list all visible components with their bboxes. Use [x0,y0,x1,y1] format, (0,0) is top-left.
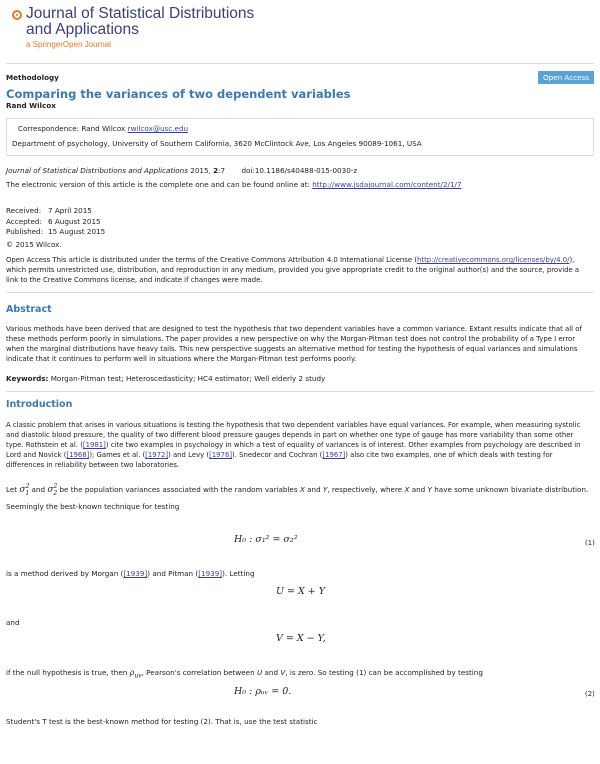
correspondence [18,124,188,135]
p2-c: have some unknown bivariate distribution. [434,485,589,494]
p1-c: ); Games et al. ( [89,451,146,459]
equation-1: H₀ : σ₁² = σ₂² [234,534,298,545]
and-line: and [6,618,20,627]
open-access-badge: Open Access [538,71,594,84]
header-divider [6,63,594,64]
intro-paragraph-6: Student's T test is the best-known method for testing (2). That is, use the test statistic [6,717,318,726]
ref-1976-link[interactable]: [1976] [209,451,233,459]
sigma1-sq: $\sigma^2_1$ [19,483,30,497]
intro-divider [6,391,594,392]
ref-1939b-link[interactable]: [1939] [198,569,223,578]
received-label: Received: [6,206,42,215]
license-pre: Open Access This article is distributed under the terms of the Creative Commons Attribution 4.0 International License ( [6,256,418,264]
equation-2: H₀ : ρᵤᵥ = 0. [234,686,292,697]
journal-name-line2: and Applications [26,21,139,38]
intro-paragraph-2 [6,482,588,499]
doi: doi:10.1186/s40488-015-0030-z [241,166,358,175]
equation-u: U = X + Y [276,586,326,597]
dates [6,206,105,238]
copyright: © 2015 Wilcox. [6,240,62,249]
and-word-2: and [307,485,321,494]
equation-1-number: (1) [585,539,595,547]
electronic-url-link[interactable]: http://www.jsdajournal.com/content/2/1/7 [312,180,462,189]
email-link[interactable]: rwilcox@usc.edu [127,124,189,133]
abstract-divider [6,292,594,293]
p4-b: ) and Pitman ( [147,569,199,578]
ref-1939a-link[interactable]: [1939] [123,569,148,578]
var-y: Y [322,485,328,494]
accepted-label: Accepted: [6,216,42,226]
p1-f: ) also cite two examples, one of which deals with testing for differences in reliability between two laboratories. [6,451,553,469]
citation-volume: 2 [213,166,219,175]
accepted-date: 6 August 2015 [48,216,101,226]
springeropen-logo-icon [12,10,22,20]
ref-1967-link[interactable]: [1967] [322,451,346,459]
p1-d: ) and Levy ( [168,451,210,459]
citation-year: 2015, [190,166,211,175]
citation-journal: Journal of Statistical Distributions and Applications [6,166,188,175]
abstract-heading: Abstract [6,304,52,315]
var-x: X [299,485,305,494]
let-word: Let [6,485,18,494]
journal-brand[interactable] [12,6,254,49]
intro-paragraph-1 [6,420,592,470]
var-v: V [280,668,286,677]
rho-subscript: uv [134,672,142,680]
electronic-text: The electronic version of this article is the complete one and can be found online at: [6,180,310,189]
var-y-2: Y [427,485,432,494]
keywords-label: Keywords: [6,374,49,383]
intro-paragraph-4 [6,569,255,580]
ref-1968-link[interactable]: [1968] [66,451,90,459]
p5-b: , Pearson's correlation between [141,668,255,677]
p1-b: ) cite two examples in psychology in which a test of equality of variances is of interest. Other examples from psychology are described in Lord and Novick ( [6,441,581,459]
received-date: 7 April 2015 [48,206,92,215]
electronic-version [6,180,462,191]
published-date: 15 August 2015 [48,227,106,236]
intro-paragraph-3: Seemingly the best-known technique for testing [6,502,180,511]
var-u: U [256,668,263,677]
author-name: Rand Wilcox [6,101,56,110]
correspondence-label: Correspondence: Rand Wilcox [18,124,126,133]
keywords-list: Morgan-Pitman test; Heteroscedasticity; HC4 estimator; Well elderly 2 study [50,374,326,383]
and-word-1: and [31,485,46,494]
p2-a: be the population variances associated with the random variables [59,485,298,494]
license-url-link[interactable]: http://creativecommons.org/licenses/by/4.0/ [417,256,570,264]
ref-1981-link[interactable]: [1981] [82,441,106,449]
p4-c: ). Letting [222,569,255,578]
article-type: Methodology [6,73,59,82]
p1-a: A classic problem that arises in various situations is testing the hypothesis that two dependent variables have equal variances. For example, when measuring systolic and diastolic blood pressure, the quality of two different blood pressure gauges depends in part on whether one type of gauge has more variability than some other type. Rothstein et al. ( [6,421,581,449]
equation-2-number: (2) [585,690,595,698]
p5-a: if the null hypothesis is true, then [6,668,128,677]
journal-name-line1: Journal of Statistical Distributions [26,5,255,22]
keywords [6,374,325,385]
citation [6,166,357,177]
p5-c: , is zero. So testing (1) can be accomplished by testing [285,668,483,677]
var-x-2: X [404,485,410,494]
article-title: Comparing the variances of two dependent variables [6,87,351,101]
p2-b: , respectively, where [327,485,403,494]
affiliation: Department of psychology, University of Southern California, 3620 McClintock Ave, Los Angeles 90089-1061, USA [12,139,422,148]
abstract-text: Various methods have been derived that are designed to test the hypothesis that two dependent variables have a common variance. Extant results indicate that all of these methods perform poorly in simulations. The paper provides a new perspective on why the Morgan-Pitman test does not control the probability of a Type I error when the marginal distributions have heavy tails. This new perspective suggests an alternative method for testing the hypothesis of equal variances and simulations indicate that it continues to perform well in situations where the Morgan-Pitman test performs poorly. [6,325,582,363]
sigma2-sq: $\sigma^2_2$ [47,483,58,497]
publisher-tagline: a SpringerOpen Journal [26,40,111,49]
and-word-4: and [264,668,279,677]
ref-1972-link[interactable]: [1972] [145,451,169,459]
p1-e: ). Snedecor and Cochran ( [232,451,323,459]
rho-symbol: ρ [129,668,135,677]
equation-v: V = X − Y, [276,633,326,644]
and-word-3: and [411,485,426,494]
rho-uv [129,668,142,680]
published-label: Published: [6,227,44,236]
intro-paragraph-5 [6,668,483,682]
license-text [6,255,592,285]
introduction-heading: Introduction [6,399,73,410]
license-post: ), which permits unrestricted use, distribution, and reproduction in any medium, provided you give appropriate credit to the original author(s) and the source, provide a link to the Creative Commons license, and indicate if changes were made. [6,256,580,284]
citation-article: :7 [218,166,226,175]
p4-a: is a method derived by Morgan ( [6,569,124,578]
